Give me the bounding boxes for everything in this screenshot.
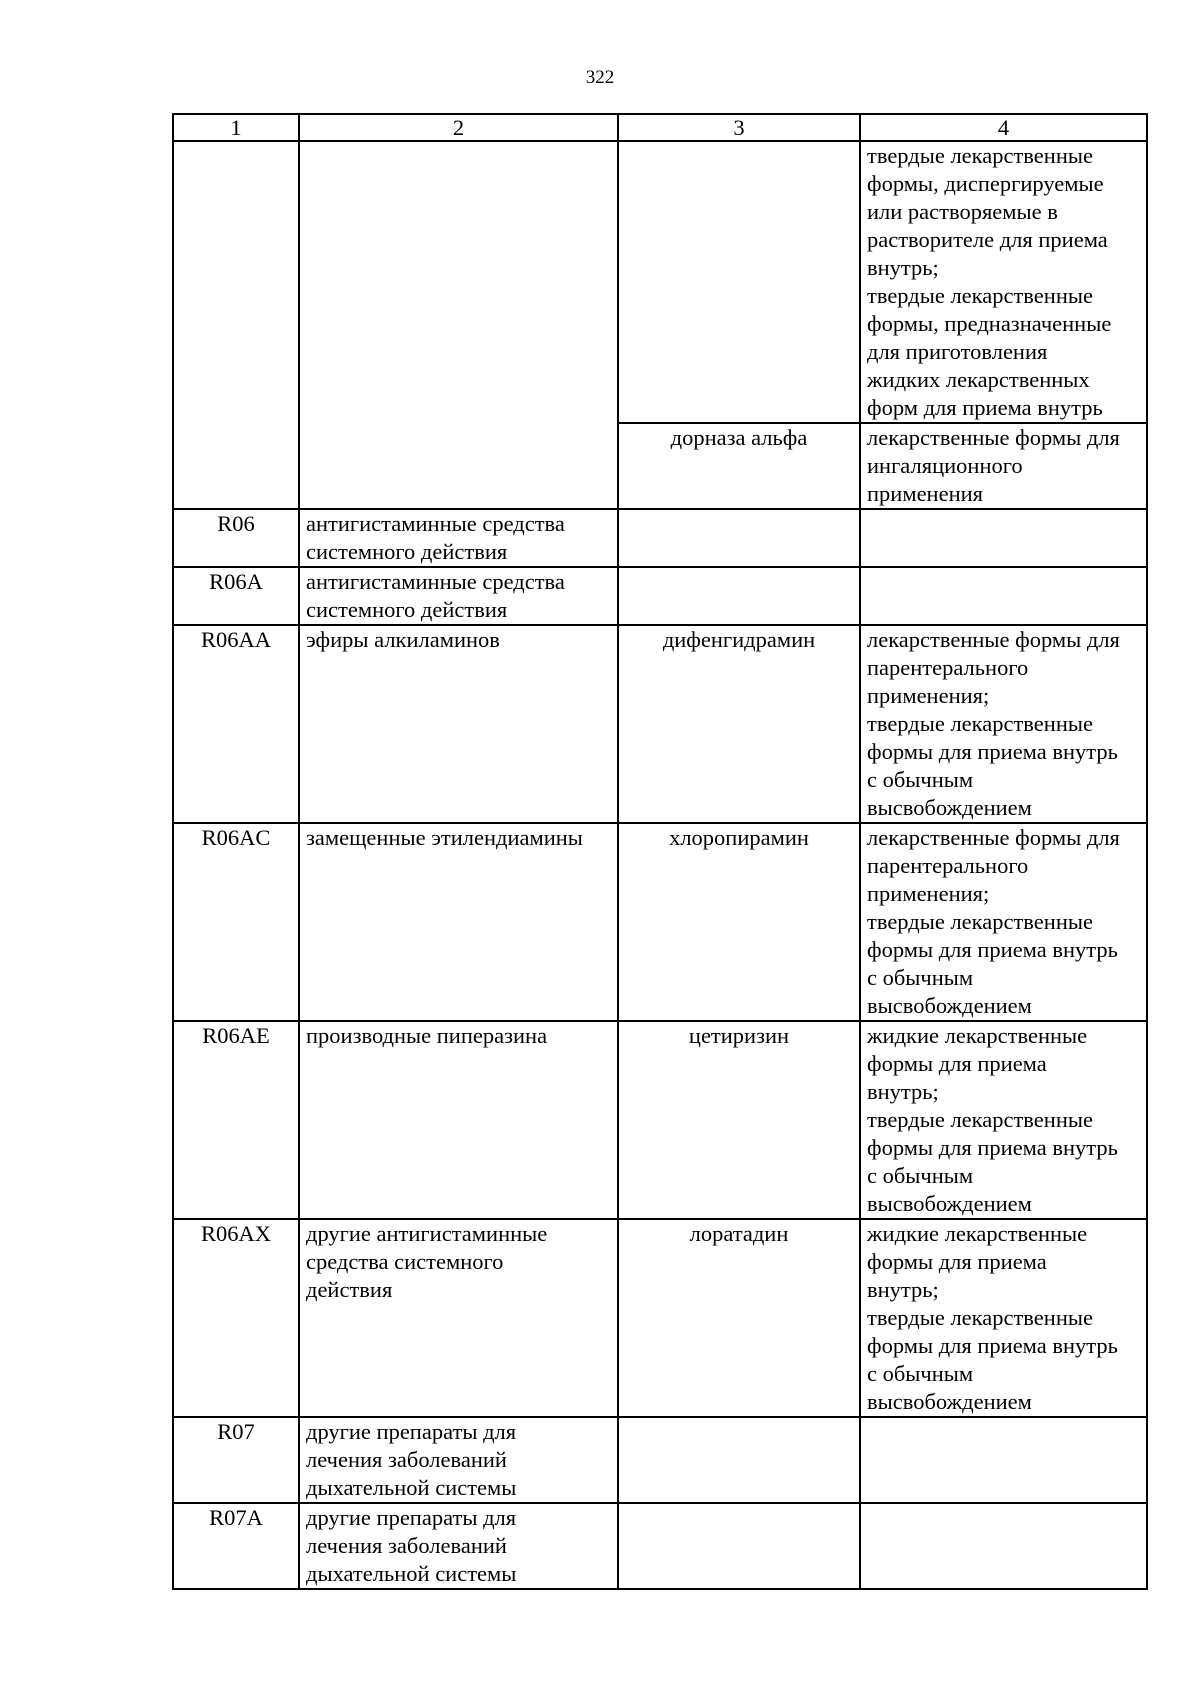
cell-text-line: антигистаминные средства [306,569,565,594]
table-row [173,567,1147,625]
cell-text-line: высвобождением [867,795,1032,820]
cell-text-line: применения; [867,881,990,906]
cell-text-line: дыхательной системы [306,1475,517,1500]
cell-text-line: твердые лекарственные [867,1305,1093,1330]
cell-text-line: формы, диспергируемые [867,171,1104,196]
cell-text-line: жидкие лекарственные [867,1023,1088,1048]
table-row [173,625,1147,823]
code-cell [173,141,299,509]
cell-text-line: другие препараты для [306,1505,517,1530]
cell-text-line: формы для приема внутрь [867,937,1118,962]
table-row [173,1503,1147,1589]
cell-text-line: средства системного [306,1249,504,1274]
cell-text-line: дыхательной системы [306,1561,517,1586]
cell-text-line: лекарственные формы для [867,425,1120,450]
cell-text-line: системного действия [306,597,508,622]
forms-cell [860,1021,1147,1219]
cell-text-line: твердые лекарственные [867,909,1093,934]
cell-text-line: с обычным [867,767,974,792]
cell-text-line: действия [306,1277,393,1302]
group-cell [299,1219,618,1417]
header-cell: 2 [299,114,618,141]
cell-text-line: высвобождением [867,1389,1032,1414]
forms-cell [860,1417,1147,1503]
cell-text-line: ингаляционного [867,453,1023,478]
code-cell: R06AA [173,625,299,823]
code-cell: R06AX [173,1219,299,1417]
table-row [173,141,1147,423]
cell-text-line: применения; [867,683,990,708]
cell-text-line: с обычным [867,1361,974,1386]
cell-text-line: твердые лекарственные [867,711,1093,736]
cell-text-line: формы для приема [867,1249,1047,1274]
cell-text-line: лекарственные формы для [867,825,1120,850]
cell-text-line: с обычным [867,965,974,990]
table-row [173,509,1147,567]
cell-text-line: другие антигистаминные [306,1221,548,1246]
group-cell [299,1021,618,1219]
cell-text-line: производные пиперазина [306,1023,548,1048]
table-row [173,1021,1147,1219]
forms-cell [860,1219,1147,1417]
drug-cell [618,567,860,625]
header-cell: 4 [860,114,1147,141]
table-row [173,1219,1147,1417]
code-cell: R06 [173,509,299,567]
cell-text-line: твердые лекарственные [867,143,1093,168]
table-row [173,823,1147,1021]
cell-text-line: высвобождением [867,1191,1032,1216]
cell-text-line: замещенные этилендиамины [306,825,583,850]
header-cell: 1 [173,114,299,141]
group-cell [299,625,618,823]
cell-text-line: высвобождением [867,993,1032,1018]
drug-cell: лоратадин [618,1219,860,1417]
cell-text-line: с обычным [867,1163,974,1188]
forms-cell [860,509,1147,567]
table-row [173,1417,1147,1503]
forms-cell [860,823,1147,1021]
cell-text-line: для приготовления [867,339,1048,364]
header-cell: 3 [618,114,860,141]
cell-text-line: парентерального [867,655,1029,680]
cell-text-line: растворителе для приема [867,227,1108,252]
drug-cell [618,509,860,567]
cell-text-line: формы для приема внутрь [867,1135,1118,1160]
cell-text-line: формы для приема внутрь [867,739,1118,764]
cell-text-line: антигистаминные средства [306,511,565,536]
cell-text-line: жидких лекарственных [867,367,1090,392]
cell-text-line: внутрь; [867,255,939,280]
drug-cell: хлоропирамин [618,823,860,1021]
group-cell [299,567,618,625]
cell-text-line: применения [867,481,984,506]
code-cell: R06A [173,567,299,625]
cell-text-line: лечения заболеваний [306,1447,507,1472]
cell-text-line: жидкие лекарственные [867,1221,1088,1246]
cell-text-line: лекарственные формы для [867,627,1120,652]
drug-cell [618,141,860,423]
forms-cell [860,625,1147,823]
cell-text-line: лечения заболеваний [306,1533,507,1558]
forms-cell [860,567,1147,625]
header-row [173,114,1147,141]
group-cell [299,509,618,567]
cell-text-line: внутрь; [867,1079,939,1104]
drug-cell: дорназа альфа [618,423,860,509]
cell-text-line: формы для приема [867,1051,1047,1076]
cell-text-line: формы для приема внутрь [867,1333,1118,1358]
group-cell [299,141,618,509]
page-number: 322 [585,67,615,88]
cell-text-line: твердые лекарственные [867,283,1093,308]
drug-table [172,113,1148,1590]
cell-text-line: эфиры алкиламинов [306,627,500,652]
code-cell: R07A [173,1503,299,1589]
cell-text-line: форм для приема внутрь [867,395,1103,420]
cell-text-line: парентерального [867,853,1029,878]
group-cell [299,1503,618,1589]
drug-cell [618,1503,860,1589]
cell-text-line: или растворяемые в [867,199,1058,224]
drug-cell: цетиризин [618,1021,860,1219]
code-cell: R06AE [173,1021,299,1219]
cell-text-line: формы, предназначенные [867,311,1112,336]
drug-cell: дифенгидрамин [618,625,860,823]
group-cell [299,823,618,1021]
cell-text-line: внутрь; [867,1277,939,1302]
forms-cell [860,1503,1147,1589]
code-cell: R06AC [173,823,299,1021]
cell-text-line: системного действия [306,539,508,564]
cell-text-line: твердые лекарственные [867,1107,1093,1132]
forms-cell [860,141,1147,423]
cell-text-line: другие препараты для [306,1419,517,1444]
group-cell [299,1417,618,1503]
forms-cell [860,423,1147,509]
code-cell: R07 [173,1417,299,1503]
drug-cell [618,1417,860,1503]
